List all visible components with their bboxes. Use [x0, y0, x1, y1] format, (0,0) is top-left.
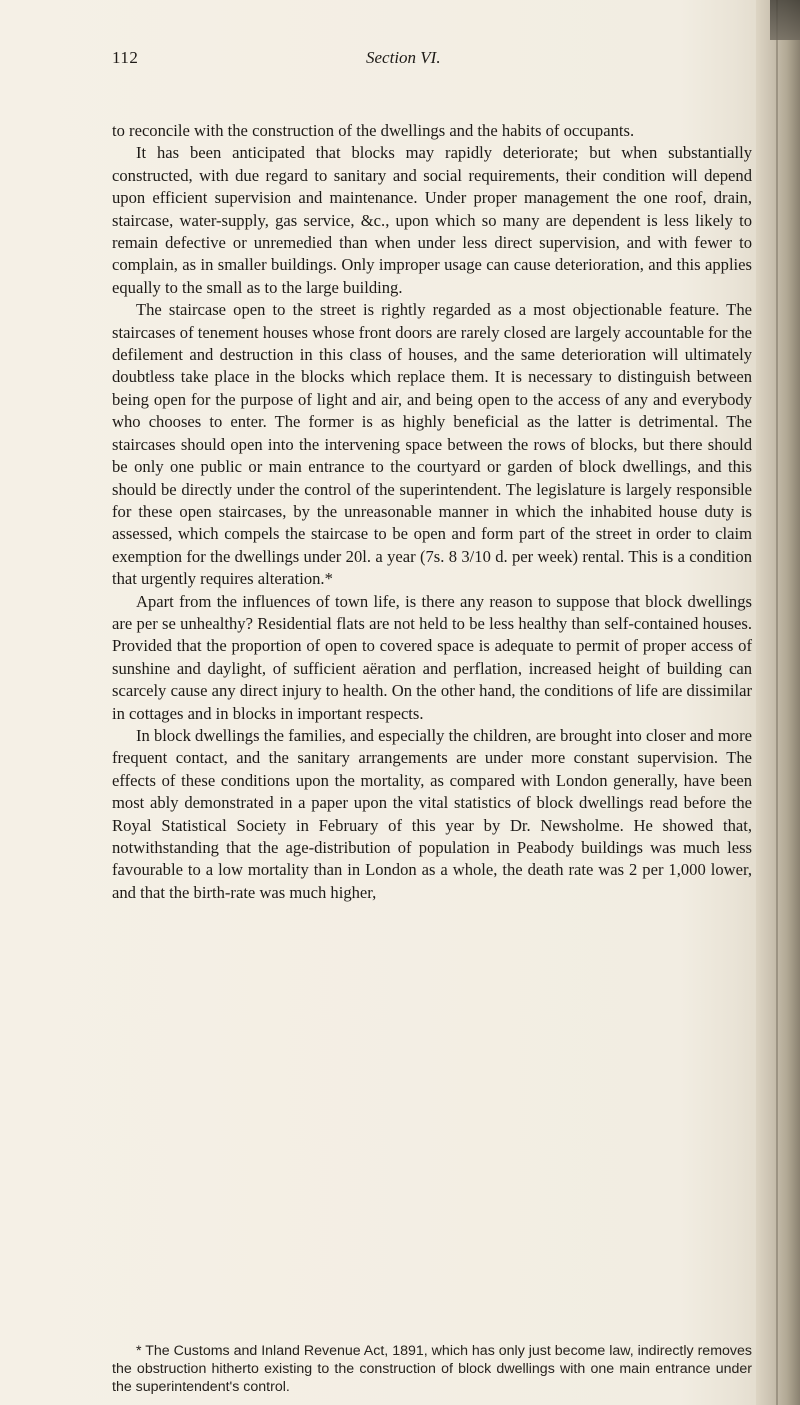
paragraph-2: It has been anticipated that blocks may rapidly deteriorate; but when substantially constructed, with due regard to sanitary and social requirements, their condition will depend upon efficient supervision and maintenance. Under proper management the one roof, drain, staircase, water-supply, gas service, &c., upon which so many are dependent is less likely to remain defective or unremedied than when under less direct supervision, and with fewer to complain, as in smaller buildings. Only improper usage can cause deterioration, and this applies equally to the small as to the large building. — [112, 143, 752, 297]
page-gutter — [756, 0, 800, 1405]
paragraph-3: The staircase open to the street is rightly regarded as a most objectionable feature. The staircases of tenement houses whose front doors are rarely closed are largely accountable for the defilement and destruction in this class of houses, and the same deterioration will ultimately doubtless take place in the blocks which replace them. It is necessary to distinguish between being open for the purpose of light and air, and being open to the access of any and everybody who chooses to enter. The former is as highly beneficial as the latter is detrimental. The staircases should open into the intervening space between the rows of blocks, but there should be only one public or main entrance to the courtyard or garden of block dwellings, and this should be directly under the control of the superintendent. The legislature is largely responsible for these open staircases, by the unreasonable manner in which the inhabited house duty is assessed, which compels the staircase to be open and form part of the street in order to claim exemption for the dwellings under 20l. a year (7s. 8 3/10 d. per week) rental. This is a condition that urgently requires alteration.* — [112, 300, 752, 589]
gutter-line — [776, 0, 778, 1405]
page-header — [112, 0, 752, 90]
paragraph-1: to reconcile with the construction of the dwellings and the habits of occupants. — [112, 121, 635, 140]
footnote — [112, 1342, 752, 1396]
page-number: 112 — [112, 48, 139, 67]
footnote-text: * The Customs and Inland Revenue Act, 1891, which has only just become law, indirectly removes the obstruction hitherto existing to the construction of block dwellings with one main entrance under the superintendent's control. — [112, 1343, 752, 1395]
paragraph-4: Apart from the influences of town life, is there any reason to suppose that block dwellings are per se unhealthy? Residential flats are not held to be less healthy than self-contained houses. Provided that the proportion of open to covered space is adequate to permit of proper access of sunshine and daylight, of sufficient aëration and perflation, increased height of building can scarcely cause any direct injury to health. On the other hand, the conditions of life are dissimilar in cottages and in blocks in important respects. — [112, 591, 752, 723]
corner-mark — [770, 0, 800, 40]
paragraph-5: In block dwellings the families, and especially the children, are brought into closer and more frequent contact, and the sanitary arrangements are under more constant supervision. The effects of these conditions upon the mortality, as compared with London generally, have been most ably demonstrated in a paper upon the vital statistics of block dwellings read before the Royal Statistical Society in February of this year by Dr. Newsholme. He showed that, notwithstanding that the age-distribution of population in Peabody buildings was much less favourable to a low mortality than in London as a whole, the death rate was 2 per 1,000 lower, and that the birth-rate was much higher, — [112, 725, 752, 902]
main-text — [112, 120, 752, 904]
running-head: Section VI. — [366, 48, 441, 67]
